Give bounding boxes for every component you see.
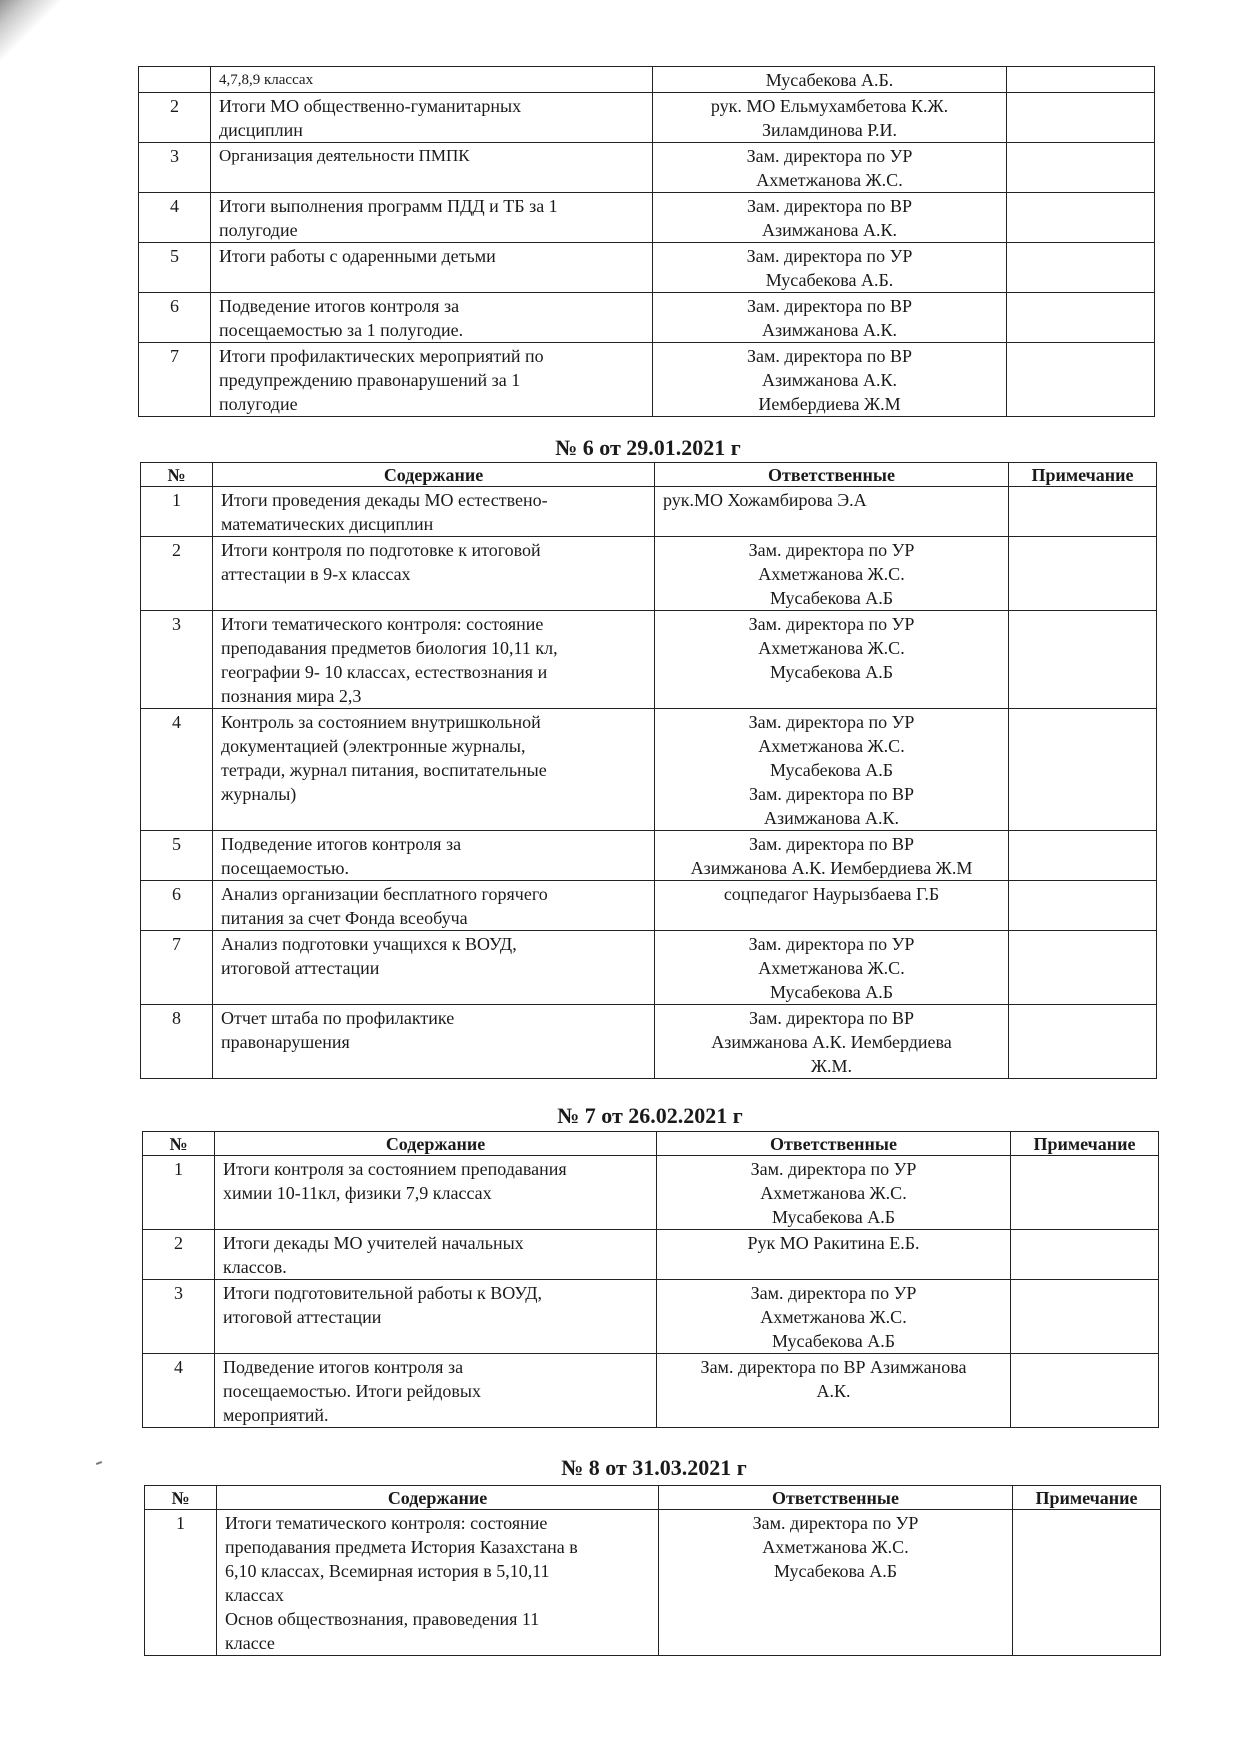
row-note	[1011, 1156, 1159, 1230]
row-number: 3	[143, 1280, 215, 1354]
row-content: Анализ организации бесплатного горячего питания за счет Фонда всеобуча	[213, 881, 655, 931]
row-content: Подведение итогов контроля за посещаемостью.	[213, 831, 655, 881]
row-note	[1009, 1005, 1157, 1079]
row-responsible: Зам. директора по УР Ахметжанова Ж.С. Мусабекова А.Б	[655, 931, 1009, 1005]
table-row	[139, 193, 1155, 243]
row-content: Итоги тематического контроля: состояние преподавания предмета История Казахстана в 6,10 классах, Всемирная история в 5,10,11 классах Основ обществознания, правоведения 11 классе	[217, 1510, 659, 1656]
row-content: Анализ подготовки учащихся к ВОУД, итоговой аттестации	[213, 931, 655, 1005]
row-number: 4	[141, 709, 213, 831]
section-title: № 8 от 31.03.2021 г	[561, 1455, 747, 1480]
row-note	[1007, 243, 1155, 293]
header-note: Примечание	[1009, 463, 1157, 487]
row-content: Отчет штаба по профилактике правонарушения	[213, 1005, 655, 1079]
row-content: Итоги выполнения программ ПДД и ТБ за 1 полугодие	[211, 193, 653, 243]
row-number: 6	[139, 293, 211, 343]
table-row	[141, 931, 1157, 1005]
table-row	[139, 93, 1155, 143]
section-7-table	[142, 1131, 1159, 1428]
section-title: № 6 от 29.01.2021 г	[555, 435, 741, 460]
row-note	[1011, 1280, 1159, 1354]
row-number: 1	[145, 1510, 217, 1656]
row-note	[1007, 143, 1155, 193]
table-row	[139, 243, 1155, 293]
row-responsible: Зам. директора по УР Ахметжанова Ж.С.	[653, 143, 1007, 193]
row-note	[1009, 487, 1157, 537]
row-responsible: Рук МО Ракитина Е.Б.	[657, 1230, 1011, 1280]
table-row	[139, 343, 1155, 417]
row-responsible: Мусабекова А.Б.	[653, 67, 1007, 93]
row-responsible: Зам. директора по УР Ахметжанова Ж.С. Мусабекова А.Б	[657, 1280, 1011, 1354]
table-row	[141, 1005, 1157, 1079]
row-number: 1	[141, 487, 213, 537]
section-6-table	[140, 462, 1157, 1079]
row-number: 6	[141, 881, 213, 931]
scan-speck	[96, 1461, 102, 1465]
row-content: Организация деятельности ПМПК	[211, 143, 653, 193]
row-responsible: Зам. директора по ВР Азимжанова А.К. Иембердиева Ж.М	[653, 343, 1007, 417]
top-table-block	[138, 66, 1155, 417]
table-row	[139, 143, 1155, 193]
table-row	[143, 1156, 1159, 1230]
row-responsible: соцпедагог Наурызбаева Г.Б	[655, 881, 1009, 931]
row-note	[1007, 293, 1155, 343]
row-content: Подведение итогов контроля за посещаемостью. Итоги рейдовых мероприятий.	[215, 1354, 657, 1428]
table-row	[141, 709, 1157, 831]
row-responsible: Зам. директора по УР Ахметжанова Ж.С. Мусабекова А.Б	[655, 537, 1009, 611]
row-content: Итоги МО общественно-гуманитарных дисциплин	[211, 93, 653, 143]
row-responsible: Зам. директора по ВР Азимжанова А.К. Иембердиева Ж.М.	[655, 1005, 1009, 1079]
row-content: Итоги профилактических мероприятий по предупреждению правонарушений за 1 полугодие	[211, 343, 653, 417]
row-content: Итоги подготовительной работы к ВОУД, итоговой аттестации	[215, 1280, 657, 1354]
row-responsible: Зам. директора по ВР Азимжанова А.К.	[653, 193, 1007, 243]
row-number: 7	[141, 931, 213, 1005]
row-number: 3	[141, 611, 213, 709]
table-row	[141, 611, 1157, 709]
table-row	[139, 293, 1155, 343]
header-num: №	[143, 1132, 215, 1156]
table-row	[143, 1354, 1159, 1428]
section-8-table-block	[144, 1485, 1161, 1656]
table-row	[145, 1510, 1161, 1656]
table-row	[139, 67, 1155, 93]
table-header-row	[143, 1132, 1159, 1156]
row-number: 3	[139, 143, 211, 193]
table-header-row	[141, 463, 1157, 487]
section-title: № 7 от 26.02.2021 г	[557, 1103, 743, 1128]
row-note	[1007, 93, 1155, 143]
section-8-table	[144, 1485, 1161, 1656]
row-number: 2	[141, 537, 213, 611]
section-7-table-block	[142, 1131, 1159, 1428]
row-content: Итоги контроля по подготовке к итоговой аттестации в 9-х классах	[213, 537, 655, 611]
row-number: 5	[141, 831, 213, 881]
row-number: 2	[143, 1230, 215, 1280]
row-number	[139, 67, 211, 93]
table-row	[141, 881, 1157, 931]
header-content: Содержание	[217, 1486, 659, 1510]
row-note	[1009, 611, 1157, 709]
row-responsible: рук. МО Ельмухамбетова К.Ж. Зиламдинова Р.И.	[653, 93, 1007, 143]
top-table	[138, 66, 1155, 417]
row-note	[1009, 831, 1157, 881]
row-note	[1007, 193, 1155, 243]
row-responsible: Зам. директора по УР Ахметжанова Ж.С. Мусабекова А.Б Зам. директора по ВР Азимжанова А.К.	[655, 709, 1009, 831]
row-content: Итоги тематического контроля: состояние преподавания предметов биология 10,11 кл, географии 9- 10 классах, естествознания и познания мира 2,3	[213, 611, 655, 709]
row-number: 7	[139, 343, 211, 417]
row-responsible: Зам. директора по ВР Азимжанова А.К.	[657, 1354, 1011, 1428]
table-row	[141, 831, 1157, 881]
row-note	[1007, 343, 1155, 417]
header-content: Содержание	[215, 1132, 657, 1156]
header-responsible: Ответственные	[655, 463, 1009, 487]
header-note: Примечание	[1011, 1132, 1159, 1156]
row-responsible: Зам. директора по УР Ахметжанова Ж.С. Мусабекова А.Б	[655, 611, 1009, 709]
table-row	[141, 537, 1157, 611]
row-number: 4	[143, 1354, 215, 1428]
header-num: №	[145, 1486, 217, 1510]
scan-corner-shadow	[0, 0, 70, 70]
table-row	[141, 487, 1157, 537]
table-header-row	[145, 1486, 1161, 1510]
row-content: 4,7,8,9 классах	[211, 67, 653, 93]
row-note	[1009, 537, 1157, 611]
row-number: 4	[139, 193, 211, 243]
header-num: №	[141, 463, 213, 487]
row-note	[1013, 1510, 1161, 1656]
section-6-table-block	[140, 462, 1157, 1079]
row-content: Итоги работы с одаренными детьми	[211, 243, 653, 293]
header-note: Примечание	[1013, 1486, 1161, 1510]
row-note	[1011, 1354, 1159, 1428]
row-responsible: Зам. директора по ВР Азимжанова А.К.	[653, 293, 1007, 343]
row-number: 1	[143, 1156, 215, 1230]
row-content: Итоги декады МО учителей начальных классов.	[215, 1230, 657, 1280]
row-content: Итоги контроля за состоянием преподавания химии 10-11кл, физики 7,9 классах	[215, 1156, 657, 1230]
header-responsible: Ответственные	[659, 1486, 1013, 1510]
row-number: 5	[139, 243, 211, 293]
row-note	[1011, 1230, 1159, 1280]
row-number: 2	[139, 93, 211, 143]
table-row	[143, 1230, 1159, 1280]
row-number: 8	[141, 1005, 213, 1079]
header-responsible: Ответственные	[657, 1132, 1011, 1156]
row-note	[1009, 709, 1157, 831]
row-note	[1009, 931, 1157, 1005]
table-row	[143, 1280, 1159, 1354]
row-note	[1007, 67, 1155, 93]
row-responsible: Зам. директора по ВР Азимжанова А.К. Иембердиева Ж.М	[655, 831, 1009, 881]
header-content: Содержание	[213, 463, 655, 487]
row-content: Итоги проведения декады МО естествено- математических дисциплин	[213, 487, 655, 537]
row-responsible: Зам. директора по УР Ахметжанова Ж.С. Мусабекова А.Б	[659, 1510, 1013, 1656]
row-content: Контроль за состоянием внутришкольной документацией (электронные журналы, тетради, журнал питания, воспитательные журналы)	[213, 709, 655, 831]
row-responsible: рук.МО Хожамбирова Э.А	[655, 487, 1009, 537]
row-responsible: Зам. директора по УР Ахметжанова Ж.С. Мусабекова А.Б	[657, 1156, 1011, 1230]
row-note	[1009, 881, 1157, 931]
row-responsible: Зам. директора по УР Мусабекова А.Б.	[653, 243, 1007, 293]
row-content: Подведение итогов контроля за посещаемостью за 1 полугодие.	[211, 293, 653, 343]
